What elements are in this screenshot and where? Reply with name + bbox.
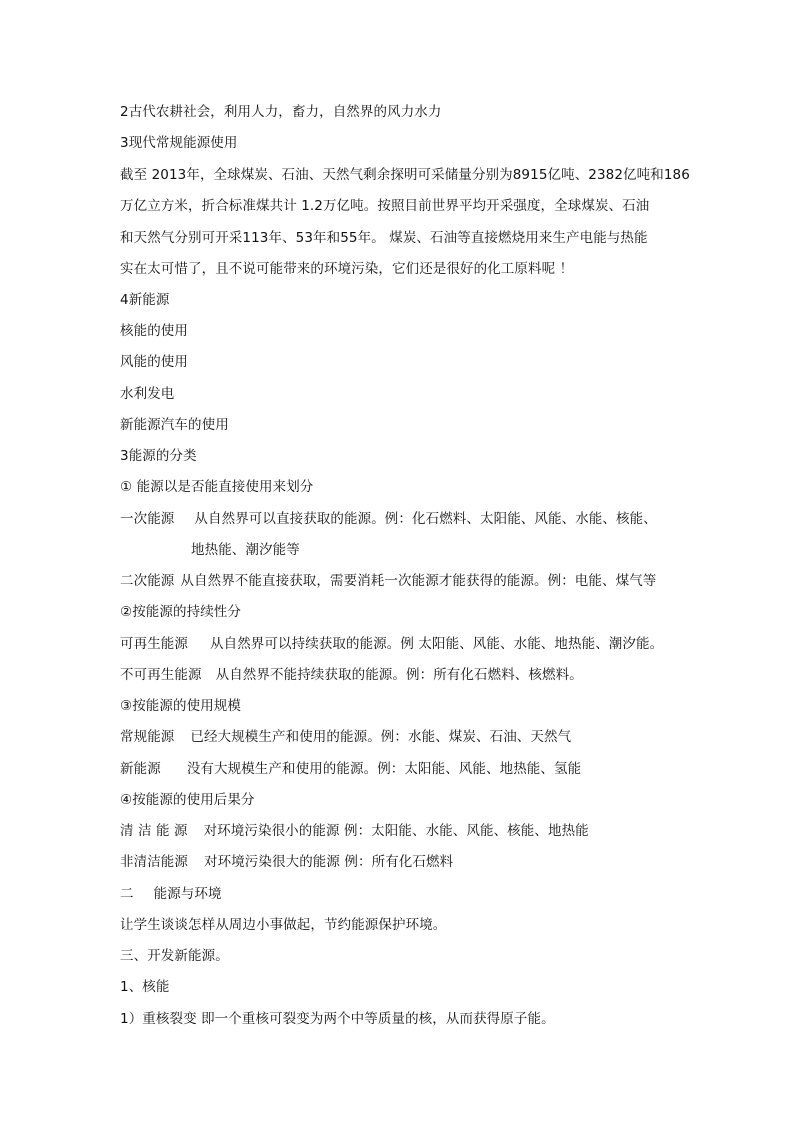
nonrenewable-energy-definition — [120, 665, 583, 685]
new-energy-heading: 4新能源 — [120, 292, 170, 308]
conventional-energy-text: 已经大规模生产和使用的能源。例：水能、煤炭、石油、天然气 — [190, 729, 572, 745]
conventional-energy-label: 常规能源 — [120, 729, 175, 745]
list-item-nuclear-use: 核能的使用 — [120, 323, 188, 339]
list-item-new-energy-vehicles: 新能源汽车的使用 — [120, 417, 229, 433]
unclean-energy-definition — [120, 852, 453, 872]
nonrenewable-energy-label: 不可再生能源 — [120, 667, 202, 683]
renewable-energy-label: 可再生能源 — [120, 636, 188, 652]
ancient-agriculture-line: 2古代农耕社会，利用人力，畜力，自然界的风力水力 — [120, 104, 442, 120]
clean-energy-text: 对环境污染很小的能源 例：太阳能、水能、风能、核能、地热能 — [203, 823, 589, 839]
nuclear-energy-subheading: 1、核能 — [120, 979, 170, 995]
primary-energy-continuation: 地热能、潮汐能等 — [191, 542, 300, 558]
new-energy-label: 新能源 — [120, 761, 161, 777]
develop-new-energy-heading: 三、开发新能源。 — [120, 948, 229, 964]
section-title: 能源与环境 — [153, 886, 222, 902]
clean-energy-definition — [120, 821, 589, 841]
secondary-energy-label: 二次能源 — [120, 573, 175, 589]
nonrenewable-energy-text: 从自然界不能持续获取的能源。例：所有化石燃料、核燃料。 — [215, 667, 583, 683]
conventional-energy-definition — [120, 727, 571, 747]
renewable-energy-text: 从自然界可以持续获取的能源。例 太阳能、风能、水能、地热能、潮汐能。 — [210, 636, 664, 652]
primary-energy-definition — [120, 509, 657, 529]
clean-energy-label: 清 洁 能 源 — [120, 823, 188, 839]
classification-consequence-heading: ④按能源的使用后果分 — [120, 792, 255, 808]
primary-energy-label: 一次能源 — [120, 511, 175, 527]
classification-direct-use-heading: ① 能源以是否能直接使用来划分 — [120, 479, 314, 495]
unclean-energy-text: 对环境污染很大的能源 例：所有化石燃料 — [204, 854, 454, 870]
unclean-energy-label: 非清洁能源 — [120, 854, 188, 870]
classification-scale-heading: ③按能源的使用规模 — [120, 698, 242, 714]
modern-energy-heading: 3现代常规能源使用 — [120, 135, 238, 151]
secondary-energy-text: 从自然界不能直接获取，需要消耗一次能源才能获得的能源。例：电能、煤气等 — [180, 573, 657, 589]
environment-discussion-line: 让学生谈谈怎样从周边小事做起，节约能源保护环境。 — [120, 917, 447, 933]
reserves-paragraph-line-1: 截至 2013年，全球煤炭、石油、天然气剩余探明可采储量分别为8915亿吨、2382亿吨和186 — [120, 167, 690, 183]
reserves-paragraph-line-4: 实在太可惜了，且不说可能带来的环境污染，它们还是很好的化工原料呢 ！ — [120, 261, 574, 277]
secondary-energy-definition — [120, 571, 656, 591]
classification-sustainability-heading: ②按能源的持续性分 — [120, 604, 242, 620]
reserves-paragraph-line-2: 万亿立方米，折合标准煤共计 1.2万亿吨。按照目前世界平均开采强度，全球煤炭、石油 — [120, 198, 650, 214]
renewable-energy-definition — [120, 634, 663, 654]
new-energy-definition — [120, 759, 581, 779]
list-item-wind-use: 风能的使用 — [120, 354, 188, 370]
section-number: 二 — [120, 886, 134, 902]
list-item-hydropower: 水利发电 — [120, 386, 175, 402]
new-energy-text: 没有大规模生产和使用的能源。例：太阳能、风能、地热能、氢能 — [186, 761, 582, 777]
primary-energy-text: 从自然界可以直接获取的能源。例：化石燃料、太阳能、风能、水能、核能、 — [194, 511, 657, 527]
reserves-paragraph-line-3: 和天然气分别可开采113年、53年和55年。 煤炭、石油等直接燃烧用来生产电能与热能 — [120, 230, 648, 246]
nuclear-fission-line: 1）重核裂变 即一个重核可裂变为两个中等质量的核，从而获得原子能。 — [120, 1011, 555, 1027]
section-energy-environment-heading — [120, 884, 222, 904]
energy-classification-heading: 3能源的分类 — [120, 448, 197, 464]
